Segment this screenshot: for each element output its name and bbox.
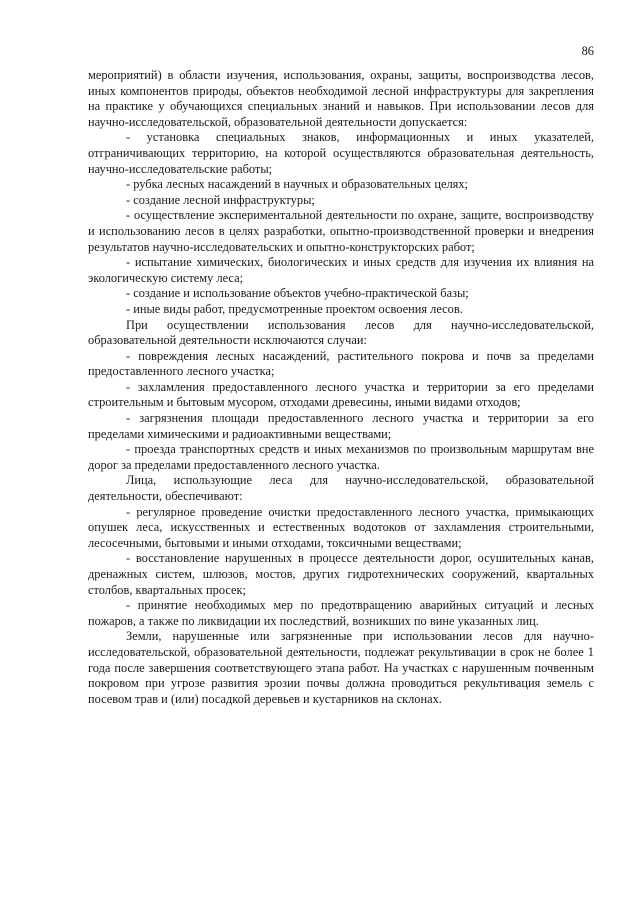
list-item: - проезда транспортных средств и иных механизмов по произвольным маршрутам вне дорог за пределами предоставленного лесного участка. [88,442,594,472]
list-item: - установка специальных знаков, информационных и иных указателей, отграничивающих территорию, на которой осуществляются образовательная деятельность, научно-исследовательские работы; [88,130,594,176]
list-item: - регулярное проведение очистки предоставленного лесного участка, примыкающих опушек леса, искусственных и естественных водотоков от захламления строительными, лесосечными, бытовыми и иными отходами, токсичными веществами; [88,504,594,550]
list-item: - создание лесной инфраструктуры; [126,192,315,207]
list-item: - испытание химических, биологических и иных средств для изучения их влияния на экологическую систему леса; [88,255,594,285]
paragraph: мероприятий) в области изучения, использования, охраны, защиты, воспроизводства лесов, иных компонентов природы, объектов необходимой лесной инфраструктуры для закрепления на практике у обучающихся специальных знаний и навыков. При использовании лесов для научно-исследовательской, образовательной деятельности допускается: [88,68,594,129]
list-item: - рубка лесных насаждений в научных и образовательных целях; [126,177,468,192]
page-number: 86 [581,44,594,58]
paragraph: При осуществлении использования лесов для научно-исследовательской, образовательной деятельности исключаются случаи: [88,317,594,348]
list-item: - иные виды работ, предусмотренные проектом освоения лесов. [126,301,463,316]
list-item: - повреждения лесных насаждений, растительного покрова и почв за пределами предоставленного лесного участка; [88,348,594,379]
body-text [88,68,594,707]
paragraph: Земли, нарушенные или загрязненные при использовании лесов для научно-исследовательской, образовательной деятельности, подлежат рекультивации в срок не более 1 года после завершения соответствующего этапа работ. На участках с нарушенным почвенным покровом при угрозе развития эрозии почвы должна проводиться рекультивация земель с посевом трав и (или) посадкой деревьев и кустарников на склонах. [88,629,594,706]
list-item: - принятие необходимых мер по предотвращению аварийных ситуаций и лесных пожаров, а также по ликвидации их последствий, возникших по вине указанных лиц. [88,598,594,628]
list-item: - загрязнения площади предоставленного лесного участка и территории за его пределами химическими и радиоактивными веществами; [88,411,594,441]
list-item: - создание и использование объектов учебно-практической базы; [126,286,469,301]
list-item: - осуществление экспериментальной деятельности по охране, защите, воспроизводству и использованию лесов в целях разработки, опытно-производственной проверки и внедрения результатов научно-исследовательских и опытно-конструкторских работ; [88,208,594,254]
list-item: - восстановление нарушенных в процессе деятельности дорог, осушительных канав, дренажных систем, шлюзов, мостов, других гидротехнических сооружений, квартальных столбов, квартальных просек; [88,551,594,597]
list-item: - захламления предоставленного лесного участка и территории за его пределами строительным и бытовым мусором, отходами древесины, иными видами отходов; [88,379,594,410]
paragraph: Лица, использующие леса для научно-исследовательской, образовательной деятельности, обеспечивают: [88,473,594,504]
